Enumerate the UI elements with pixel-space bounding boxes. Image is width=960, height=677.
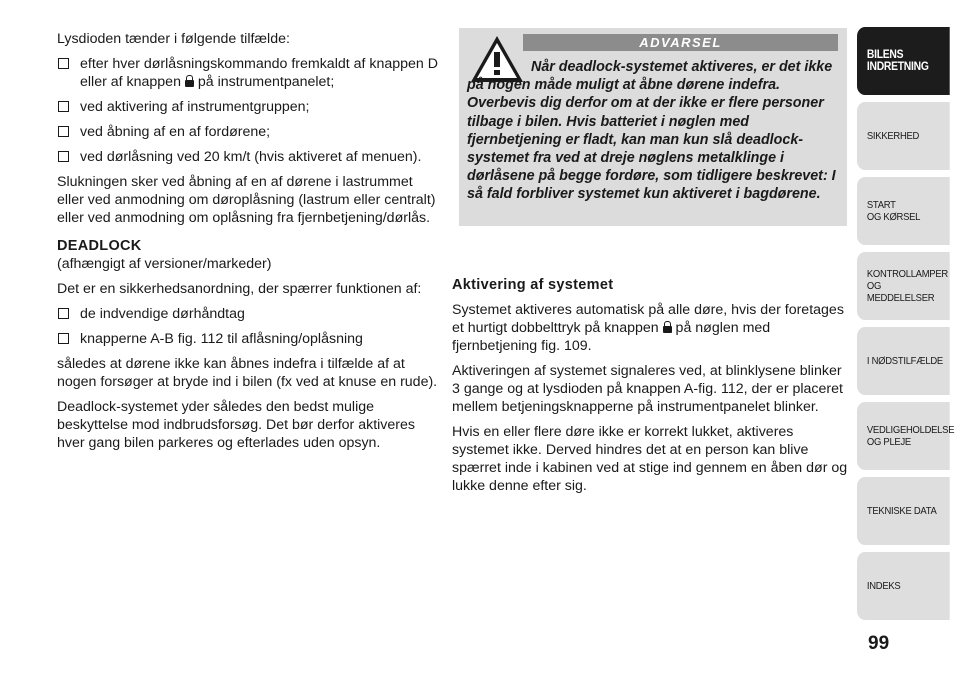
left-column <box>57 30 442 459</box>
tab-kontrollamper[interactable]: KONTROLLAMPER OG MEDDELELSER <box>857 252 950 320</box>
paragraph-text: Systemet aktiveres automatisk på alle døre, hvis der foretages et hurtigt dobbelttryk på knappen <box>452 302 844 336</box>
checkbox-bullet-icon <box>58 151 69 162</box>
page-number: 99 <box>868 633 890 654</box>
warning-text: Når deadlock-systemet aktiveres, er det ikke på nogen måde muligt at åbne dørene indefra. Overbevis dig derfor om at der ikke er flere personer tilbage i bilen. Hvis batteriet i nøglen med fjernbetjening er fladt, kan man kun slå deadlock-systemet fra ved at dreje nøglens metalklinge i dørlåsene på begge fordøre, som tidligere beskrevet: I så fald forbliver systemet kun aktiveret i bagdørene. <box>467 59 836 203</box>
right-column <box>452 276 852 502</box>
checkbox-bullet-icon <box>58 58 69 69</box>
tab-bilens-indretning[interactable]: BILENS INDRETNING <box>857 27 950 95</box>
warning-box <box>459 28 847 226</box>
chapter-tabs <box>857 27 960 627</box>
intro-text: Lysdioden tænder i følgende tilfælde: <box>57 31 290 47</box>
paragraph: Aktiveringen af systemet signaleres ved, at blinklysene blinker 3 gange og at lysdioden på knappen A-fig. 112, der er placeret mellem betjeningsknapperne på instrumentpanelet blinker. <box>452 363 843 415</box>
list-item <box>57 55 442 91</box>
lock-icon <box>185 75 194 87</box>
bullet-text: efter hver dørlåsningskommando fremkaldt af knappen D eller af knappen <box>80 56 439 90</box>
bullet-text: ved åbning af en af fordørene; <box>80 124 271 140</box>
section-subheading: (afhængigt af versioner/markeder) <box>57 256 272 272</box>
deadlock-section-head <box>57 237 442 273</box>
paragraph <box>452 301 852 355</box>
warning-label: ADVARSEL <box>523 34 838 51</box>
checkbox-bullet-icon <box>58 308 69 319</box>
list-item <box>57 98 442 116</box>
section-heading: DEADLOCK <box>57 238 142 254</box>
list-item <box>57 330 442 348</box>
lock-icon <box>663 321 672 333</box>
paragraph: Det er en sikkerhedsanordning, der spærrer funktionen af: <box>57 281 422 297</box>
bullet-text: ved dørlåsning ved 20 km/t (hvis aktiveret af menuen). <box>80 149 422 165</box>
section-heading: Aktivering af systemet <box>452 277 614 293</box>
paragraph: Slukningen sker ved åbning af en af dørene i lastrummet eller ved anmodning om døroplåsning (lastrum eller centralt) eller ved anmodning om oplåsning fra fjernbetjening/dørlås. <box>57 174 436 226</box>
bullet-text: de indvendige dørhåndtag <box>80 306 245 322</box>
tab-indeks[interactable]: INDEKS <box>857 552 950 620</box>
checkbox-bullet-icon <box>58 333 69 344</box>
paragraph: Hvis en eller flere døre ikke er korrekt lukket, aktiveres systemet ikke. Derved hindres det at en person kan blive spærret inde i kabinen ved at stige ind gennem en åben dør og lukke denne efter sig. <box>452 424 848 494</box>
bullet-text: knapperne A-B fig. 112 til aflåsning/oplåsning <box>80 331 363 347</box>
paragraph: Deadlock-systemet yder således den bedst mulige beskyttelse mod indbrudsforsøg. Det bør derfor aktiveres hver gang bilen parkeres og efterlades uden opsyn. <box>57 399 415 451</box>
tab-vedligeholdelse[interactable]: VEDLIGEHOLDELSE OG PLEJE <box>857 402 950 470</box>
list-item <box>57 123 442 141</box>
checkbox-bullet-icon <box>58 101 69 112</box>
tab-tekniske-data[interactable]: TEKNISKE DATA <box>857 477 950 545</box>
tab-nodstilfaelde[interactable]: I NØDSTILFÆLDE <box>857 327 950 395</box>
tab-start-og-korsel[interactable]: START OG KØRSEL <box>857 177 950 245</box>
list-item <box>57 148 442 166</box>
checkbox-bullet-icon <box>58 126 69 137</box>
paragraph: således at dørene ikke kan åbnes indefra i tilfælde af at nogen forsøger at bryde ind i bilen (fx ved at knuse en rude). <box>57 356 438 390</box>
list-item <box>57 305 442 323</box>
bullet-text-after: på instrumentpanelet; <box>193 74 335 90</box>
bullet-text: ved aktivering af instrumentgruppen; <box>80 99 310 115</box>
tab-sikkerhed[interactable]: SIKKERHED <box>857 102 950 170</box>
paragraph-text-after: på nøglen med fjernbetjening fig. 109. <box>452 320 771 354</box>
